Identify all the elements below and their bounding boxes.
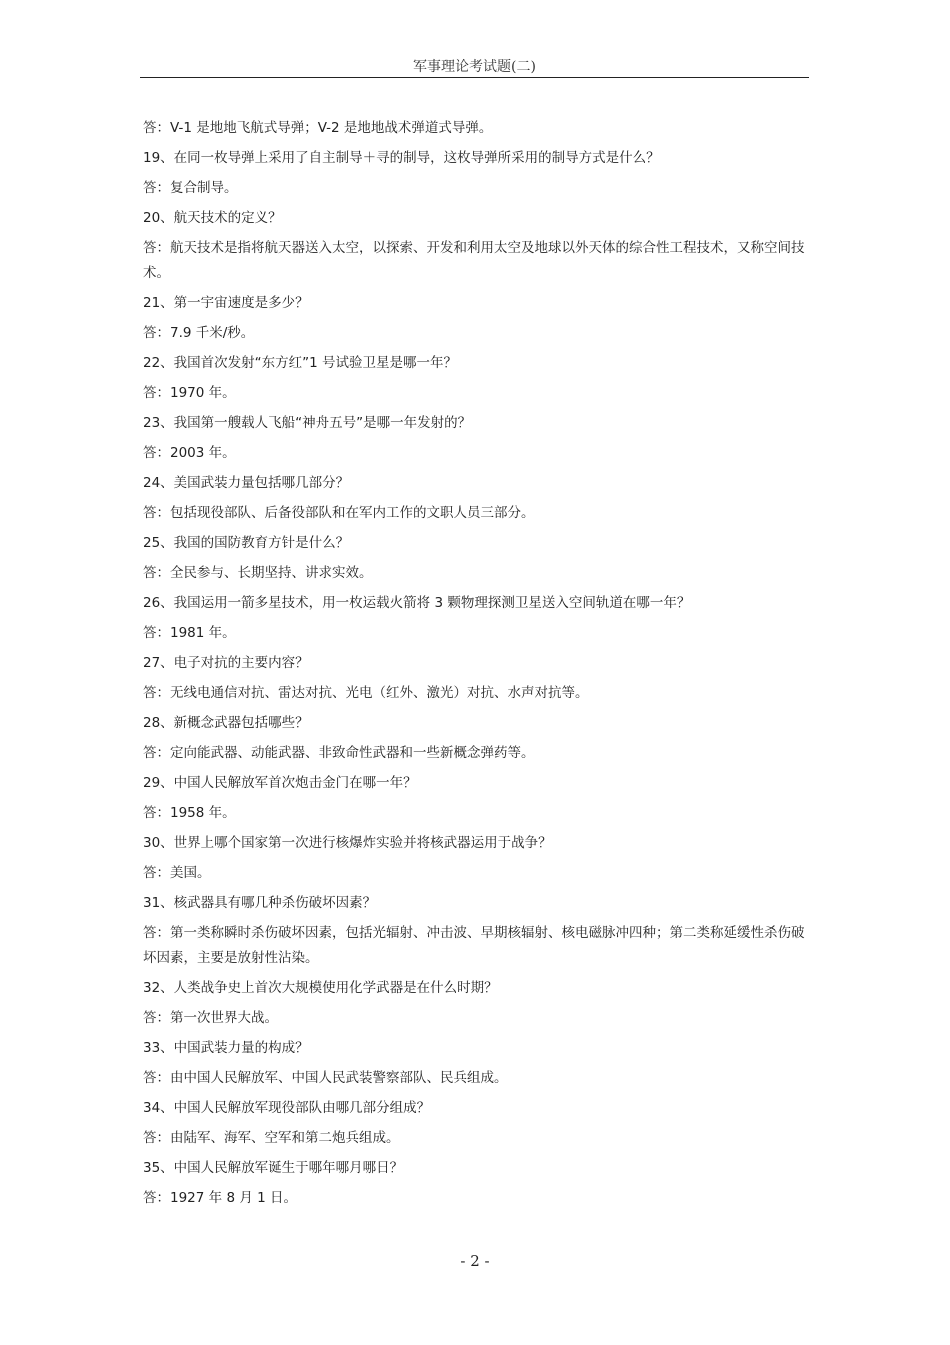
answer-20: 答：航天技术是指将航天器送入太空，以探索、开发和利用太空及地球以外天体的综合性工程技术，又称空间技术。 bbox=[143, 240, 805, 281]
question-34: 34、中国人民解放军现役部队由哪几部分组成？ bbox=[143, 1100, 431, 1116]
answer-26: 答：1981 年。 bbox=[143, 625, 236, 641]
answer-29: 答：1958 年。 bbox=[143, 805, 236, 821]
answer-30: 答：美国。 bbox=[143, 865, 211, 881]
page-header-title: 军事理论考试题(二) bbox=[413, 59, 536, 75]
answer-24: 答：包括现役部队、后备役部队和在军内工作的文职人员三部分。 bbox=[143, 505, 535, 521]
question-23: 23、我国第一艘载人飞船“神舟五号”是哪一年发射的？ bbox=[143, 415, 472, 431]
answer-34: 答：由陆军、海军、空军和第二炮兵组成。 bbox=[143, 1130, 400, 1146]
answer-line: 答：V-1 是地地飞航式导弹；V-2 是地地战术弹道式导弹。 bbox=[143, 120, 493, 136]
answer-31: 答：第一类称瞬时杀伤破坏因素，包括光辐射、冲击波、早期核辐射、核电磁脉冲四种；第二类称延缓性杀伤破坏因素，主要是放射性沾染。 bbox=[143, 925, 805, 966]
question-22: 22、我国首次发射“东方红”1 号试验卫星是哪一年？ bbox=[143, 355, 458, 371]
document-body bbox=[143, 116, 811, 1216]
question-21: 21、第一宇宙速度是多少？ bbox=[143, 295, 309, 311]
question-27: 27、电子对抗的主要内容？ bbox=[143, 655, 309, 671]
answer-35: 答：1927 年 8 月 1 日。 bbox=[143, 1190, 297, 1206]
question-35: 35、中国人民解放军诞生于哪年哪月哪日？ bbox=[143, 1160, 404, 1176]
question-24: 24、美国武装力量包括哪几部分？ bbox=[143, 475, 350, 491]
question-31: 31、核武器具有哪几种杀伤破坏因素？ bbox=[143, 895, 377, 911]
question-28: 28、新概念武器包括哪些？ bbox=[143, 715, 309, 731]
answer-27: 答：无线电通信对抗、雷达对抗、光电（红外、激光）对抗、水声对抗等。 bbox=[143, 685, 589, 701]
answer-28: 答：定向能武器、动能武器、非致命性武器和一些新概念弹药等。 bbox=[143, 745, 535, 761]
answer-33: 答：由中国人民解放军、中国人民武装警察部队、民兵组成。 bbox=[143, 1070, 508, 1086]
question-19: 19、在同一枚导弹上采用了自主制导＋寻的制导，这枚导弹所采用的制导方式是什么？ bbox=[143, 150, 660, 166]
question-25: 25、我国的国防教育方针是什么？ bbox=[143, 535, 350, 551]
answer-25: 答：全民参与、长期坚持、讲求实效。 bbox=[143, 565, 373, 581]
question-26: 26、我国运用一箭多星技术，用一枚运载火箭将 3 颗物理探测卫星送入空间轨道在哪一年？ bbox=[143, 595, 691, 611]
answer-19: 答：复合制导。 bbox=[143, 180, 238, 196]
question-30: 30、世界上哪个国家第一次进行核爆炸实验并将核武器运用于战争？ bbox=[143, 835, 552, 851]
answer-32: 答：第一次世界大战。 bbox=[143, 1010, 278, 1026]
answer-23: 答：2003 年。 bbox=[143, 445, 236, 461]
question-33: 33、中国武装力量的构成？ bbox=[143, 1040, 309, 1056]
question-32: 32、人类战争史上首次大规模使用化学武器是在什么时期？ bbox=[143, 980, 498, 996]
question-20: 20、航天技术的定义？ bbox=[143, 210, 282, 226]
question-29: 29、中国人民解放军首次炮击金门在哪一年？ bbox=[143, 775, 417, 791]
answer-21: 答：7.9 千米/秒。 bbox=[143, 325, 255, 341]
answer-22: 答：1970 年。 bbox=[143, 385, 236, 401]
header-divider bbox=[140, 77, 809, 78]
page-number: - 2 - bbox=[460, 1252, 490, 1270]
